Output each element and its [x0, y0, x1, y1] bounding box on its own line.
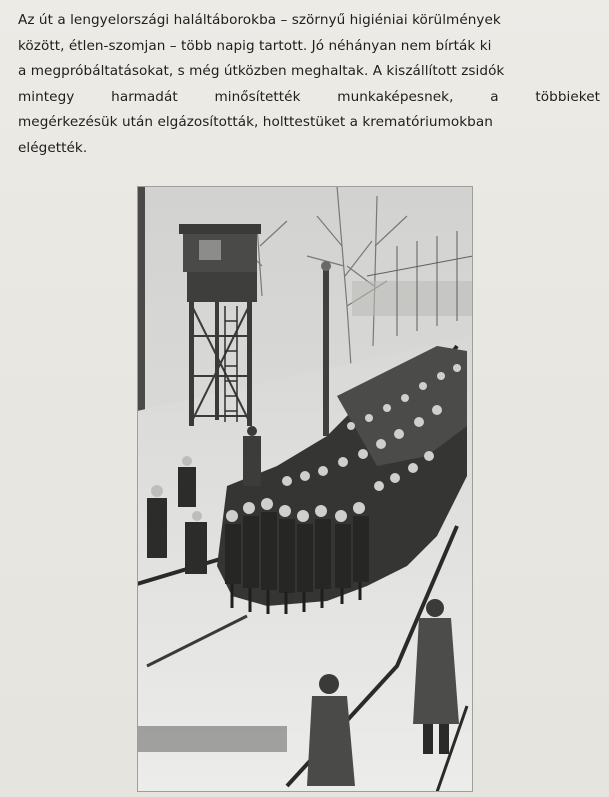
text-line-1: Az út a lengyelországi haláltáborokba – szörnyű higiéniai körülmények: [18, 12, 501, 28]
far-treeline-shade: [352, 281, 473, 316]
text-line-6: elégették.: [18, 139, 88, 156]
gravel-patch: [137, 726, 287, 752]
historical-photograph: [137, 186, 473, 792]
lamp-post: [323, 266, 329, 436]
text-line-2: között, étlen-szomjan – több napig tartott. Jó néhányan nem bírták ki: [18, 37, 492, 54]
text-line-5: megérkezésük után elgázosították, holttestüket a krematóriumokban: [18, 114, 493, 130]
left-pole: [137, 186, 145, 421]
body-paragraph: [18, 8, 600, 161]
photograph-illustration: [137, 186, 473, 792]
text-line-3: a megpróbáltatásokat, s még útközben meghaltak. A kiszállított zsidók: [18, 63, 505, 79]
text-line-4: mintegy harmadát minősítették munkaképesnek, a többieket: [18, 88, 600, 105]
lamp: [321, 261, 331, 271]
